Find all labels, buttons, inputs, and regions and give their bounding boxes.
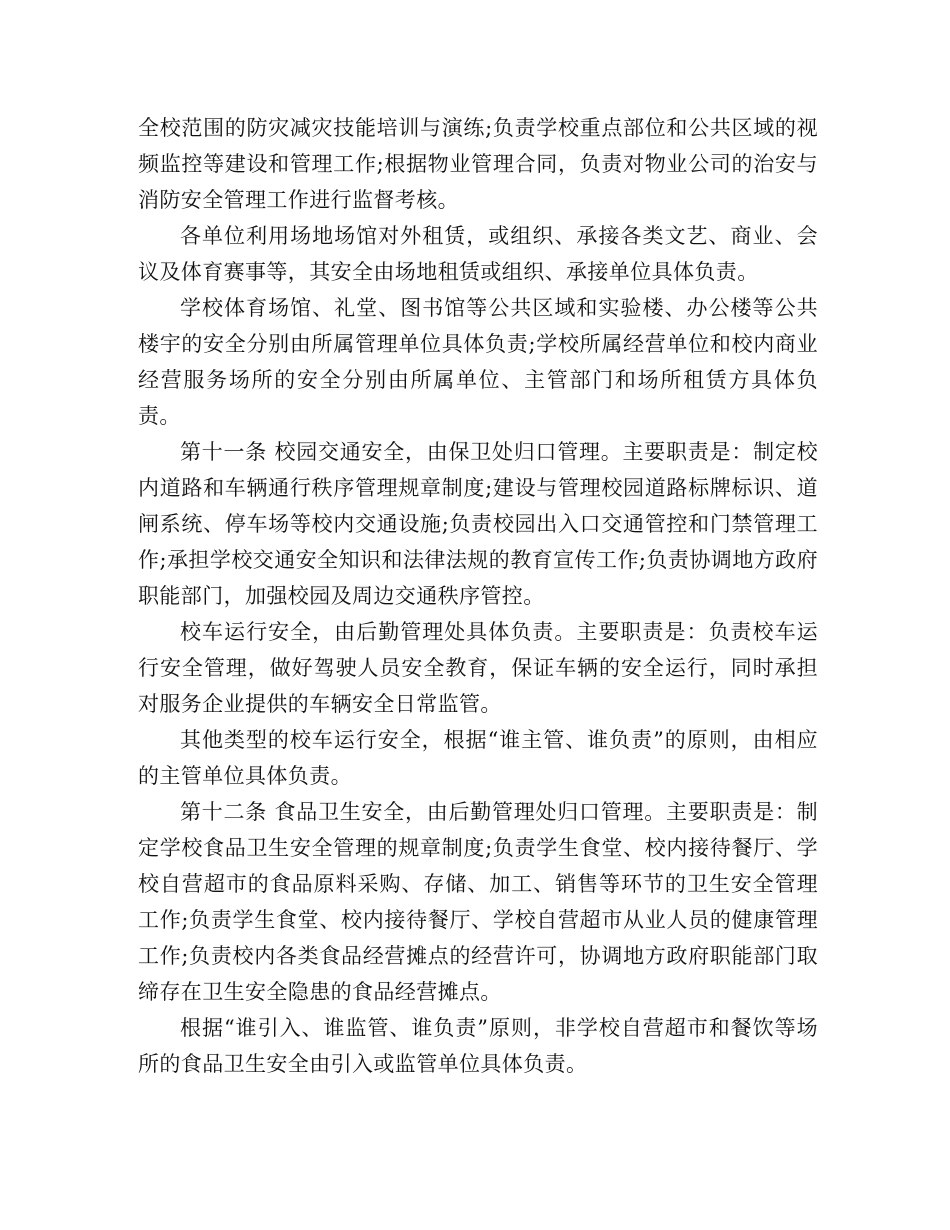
paragraph: 学校体育场馆、礼堂、图书馆等公共区域和实验楼、办公楼等公共楼宇的安全分别由所属管理单位具体负责;学校所属经营单位和校内商业经营服务场所的安全分别由所属单位、主管部门和场所租赁方具体负责。 bbox=[138, 296, 818, 428]
paragraph: 其他类型的校车运行安全，根据“谁主管、谁负责”的原则，由相应的主管单位具体负责。 bbox=[138, 728, 818, 788]
paragraph: 根据“谁引入、谁监管、谁负责”原则，非学校自营超市和餐饮等场所的食品卫生安全由引入或监管单位具体负责。 bbox=[138, 1016, 818, 1076]
article-12-paragraph: 第十二条 食品卫生安全，由后勤管理处归口管理。主要职责是：制定学校食品卫生安全管理的规章制度;负责学生食堂、校内接待餐厅、学校自营超市的食品原料采购、存储、加工、销售等环节的卫生安全管理工作;负责学生食堂、校内接待餐厅、学校自营超市从业人员的健康管理工作;负责校内各类食品经营摊点的经营许可，协调地方政府职能部门取缔存在卫生安全隐患的食品经营摊点。 bbox=[138, 800, 818, 1004]
document-body bbox=[138, 110, 818, 1082]
article-11-paragraph: 第十一条 校园交通安全，由保卫处归口管理。主要职责是：制定校内道路和车辆通行秩序管理规章制度;建设与管理校园道路标牌标识、道闸系统、停车场等校内交通设施;负责校园出入口交通管控和门禁管理工作;承担学校交通安全知识和法律法规的教育宣传工作;负责协调地方政府职能部门，加强校园及周边交通秩序管控。 bbox=[138, 440, 818, 608]
paragraph: 各单位利用场地场馆对外租赁，或组织、承接各类文艺、商业、会议及体育赛事等，其安全由场地租赁或组织、承接单位具体负责。 bbox=[138, 224, 818, 284]
paragraph: 校车运行安全，由后勤管理处具体负责。主要职责是：负责校车运行安全管理，做好驾驶人员安全教育，保证车辆的安全运行，同时承担对服务企业提供的车辆安全日常监管。 bbox=[138, 620, 818, 716]
paragraph: 全校范围的防灾减灾技能培训与演练;负责学校重点部位和公共区域的视频监控等建设和管理工作;根据物业管理合同，负责对物业公司的治安与消防安全管理工作进行监督考核。 bbox=[138, 116, 818, 212]
